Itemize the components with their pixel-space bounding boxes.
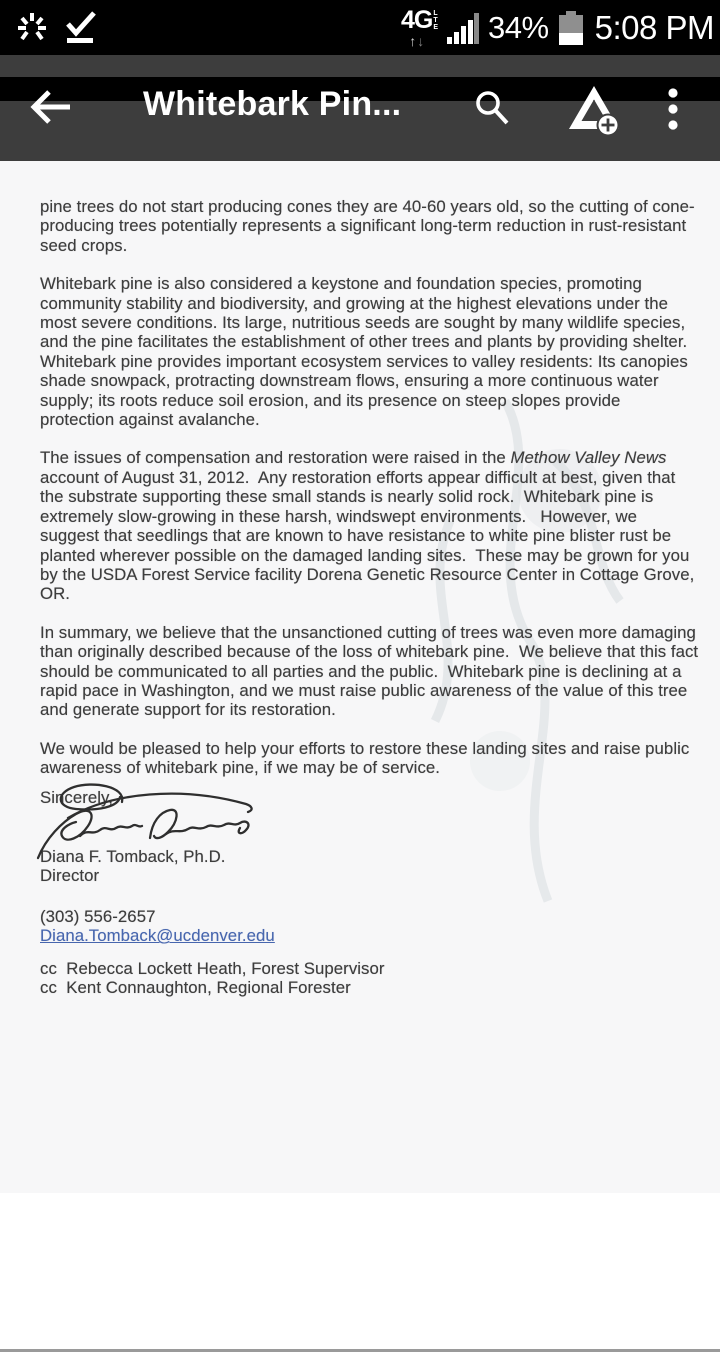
contact-block (40, 907, 688, 946)
add-to-drive-button[interactable] (566, 85, 624, 135)
letter-paragraph: We would be pleased to help your efforts to restore these landing sites and raise public awareness of whitebark pine, if we may be of service. (40, 738, 690, 778)
letter-paragraph: pine trees do not start producing cones they are 40-60 years old, so the cutting of cone- producing trees potentially represents a significant long-term reduction in rust-resistant seed crops. (40, 197, 695, 255)
download-complete-icon (64, 9, 98, 47)
cc-block: cc Rebecca Lockett Heath, Forest Supervisor cc Kent Connaughton, Regional Forester (40, 958, 385, 997)
document-page (0, 161, 720, 1193)
network-type-label: 4G (401, 5, 433, 34)
status-bar (0, 0, 720, 55)
overflow-menu-button[interactable] (664, 87, 682, 131)
email-link[interactable]: Diana.Tomback@ucdenver.edu (40, 926, 275, 946)
battery-icon (558, 9, 584, 47)
network-indicator (401, 5, 439, 49)
network-activity-arrows: ↑ ↓ (409, 32, 425, 49)
phone-number: (303) 556-2657 (40, 906, 156, 926)
network-sub-label: L T E (433, 9, 439, 31)
status-bar-right (401, 0, 714, 55)
clock-label: 5:08 PM (594, 8, 714, 46)
letter-paragraph: In summary, we believe that the unsanctioned cutting of trees was even more damaging than originally described because of the loss of whitebark pine. We believe that this fact should be communicated to all parties and the public. Whitebark pine is declining at a rapid pace in Washington, and we must raise public awareness of the value of this tree and generate support for its restoration. (40, 622, 699, 720)
signatory-title: Director (40, 866, 100, 886)
search-button[interactable] (472, 88, 512, 128)
letter-closing: Sincerely, (40, 787, 113, 807)
letter-body (0, 161, 720, 997)
app-bar (0, 55, 720, 161)
document-title: Whitebark Pin... (143, 85, 402, 123)
letter-paragraph: Whitebark pine is also considered a keystone and foundation species, promoting community stability and biodiversity, and growing at the highest elevations under the most severe conditions. Its large, nutritious seeds are sought by many wildlife species, and the pine facilitates the establishment of other trees and plants by providing shelter. Whitebark pine provides important ecosystem services to valley residents: Its canopies shade snowpack, protracting downstream flows, ensuring a more continuous water supply; its roots reduce soil erosion, and its presence on steep slopes provide protection against avalanche. (40, 274, 688, 430)
signatory-block (40, 847, 688, 886)
battery-percent-label: 34% (488, 9, 549, 45)
status-bar-left-icons (16, 9, 98, 47)
letter-paragraph: The issues of compensation and restoration were raised in the Methow Valley News account of August 31, 2012. Any restoration efforts appear difficult at best, given that the substrate supporting these small stands is nearly solid rock. Whitebark pine is extremely slow-growing in these harsh, windswept environments. However, we suggest that seedlings that are known to have resistance to white pine blister rust be planted wherever possible on the damaged landing sites. These may be grown for you by the USDA Forest Service facility Dorena Genetic Resource Center in Cottage Grove, OR. (40, 448, 695, 604)
back-button[interactable] (28, 88, 74, 126)
signal-strength-icon (447, 10, 479, 46)
signatory-name: Diana F. Tomback, Ph.D. (40, 846, 226, 866)
starburst-notification-icon (16, 11, 48, 45)
